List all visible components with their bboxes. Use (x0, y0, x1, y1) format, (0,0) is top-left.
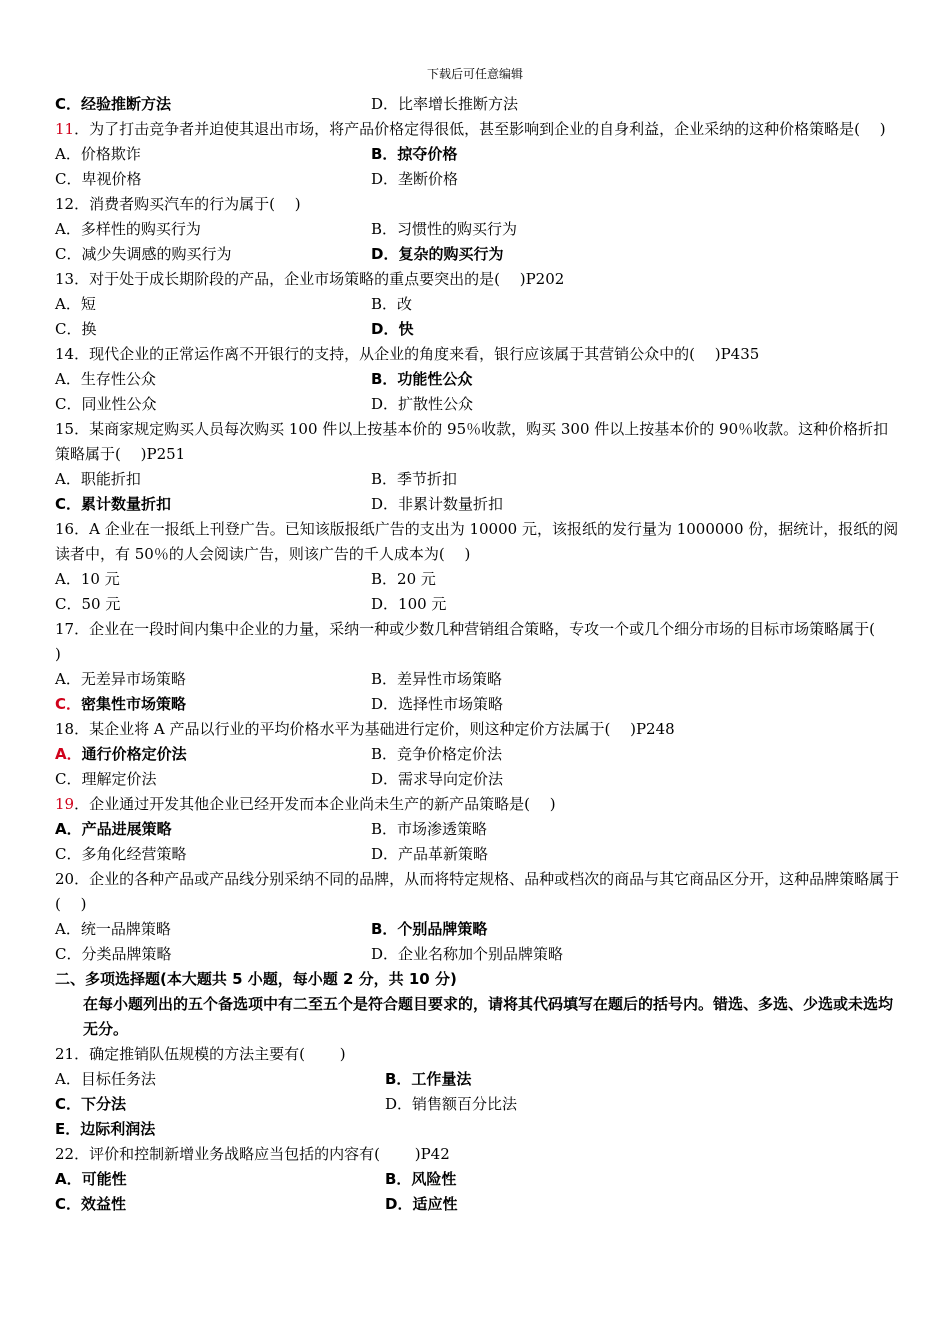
question-text: ．现代企业的正常运作离不开银行的支持，从企业的角度来看，银行应该属于其营销公众中的( )P435 (74, 345, 760, 363)
question-stem (55, 792, 900, 817)
question-stem (55, 617, 900, 667)
question-stem (55, 342, 900, 367)
option-b: B．差异性市场策略 (371, 670, 503, 688)
option-row (55, 1192, 900, 1217)
option-a: A．通行价格定价法 (55, 745, 187, 763)
option-row (55, 167, 900, 192)
question-stem (55, 267, 900, 292)
option-b: D．需求导向定价法 (371, 770, 504, 788)
option-row (55, 92, 900, 117)
option-a: C．多角化经营策略 (55, 845, 187, 863)
option-a: C．下分法 (55, 1095, 127, 1113)
option-row (55, 367, 900, 392)
question-number: 20 (55, 870, 75, 888)
question-number: 14 (55, 345, 75, 363)
option-b: D．快 (371, 320, 414, 338)
option-b: B．掠夺价格 (371, 145, 458, 163)
section-title: 二、多项选择题(本大题共 5 小题，每小题 2 分，共 10 分) (55, 970, 457, 988)
option-a: C．效益性 (55, 1195, 127, 1213)
option-b: D．扩散性公众 (371, 395, 474, 413)
question-stem (55, 867, 900, 917)
option-row (55, 767, 900, 792)
option-a: A．短 (55, 295, 96, 313)
option-b: B．风险性 (385, 1170, 457, 1188)
option-a: A．生存性公众 (55, 370, 156, 388)
option-row (55, 242, 900, 267)
option-row (55, 1117, 900, 1142)
question-text: ．某企业将 A 产品以行业的平均价格水平为基础进行定价，则这种定价方法属于( )P248 (74, 720, 675, 738)
option-row (55, 292, 900, 317)
question-text: ．A 企业在一报纸上刊登广告。已知该版报纸广告的支出为 10000 元，该报纸的发行量为 1000000 份，据统计，报纸的阅读者中，有 50％的人会阅读广告，则该广告的千人成本为( ) (55, 520, 899, 563)
option-row (55, 592, 900, 617)
option-a: A．产品进展策略 (55, 820, 172, 838)
question-number: 15 (55, 420, 75, 438)
question-text: ．企业在一段时间内集中企业的力量，采纳一种或少数几种营销组合策略，专攻一个或几个细分市场的目标市场策略属于( ) (55, 620, 895, 663)
option-b: B．改 (371, 295, 413, 313)
option-a: A．价格欺诈 (55, 145, 141, 163)
question-stem (55, 517, 900, 567)
option-row (55, 492, 900, 517)
option-a: C．理解定价法 (55, 770, 157, 788)
question-text: ．某商家规定购买人员每次购买 100 件以上按基本价的 95％收款，购买 300 件以上按基本价的 90％收款。这种价格折扣策略属于( )P251 (55, 420, 889, 463)
option-b: B．工作量法 (385, 1070, 472, 1088)
option-a: C．经验推断方法 (55, 95, 172, 113)
option-row (55, 742, 900, 767)
question-text: ．对于处于成长期阶段的产品，企业市场策略的重点要突出的是( )P202 (74, 270, 565, 288)
question-stem (55, 117, 900, 142)
option-a: E．边际利润法 (55, 1120, 156, 1138)
question-text: ．企业通过开发其他企业已经开发而本企业尚未生产的新产品策略是( ) (74, 795, 556, 813)
option-row (55, 567, 900, 592)
option-a: A．统一品牌策略 (55, 920, 171, 938)
option-letter: A． (55, 745, 82, 763)
option-row (55, 142, 900, 167)
option-a: C．累计数量折扣 (55, 495, 172, 513)
option-row (55, 392, 900, 417)
question-number: 16 (55, 520, 75, 538)
option-b: D．垄断价格 (371, 170, 459, 188)
page-header: 下载后可任意编辑 (426, 67, 523, 81)
option-row (55, 817, 900, 842)
option-b: D．适应性 (385, 1195, 458, 1213)
option-b: D．销售额百分比法 (385, 1095, 518, 1113)
option-b: B．季节折扣 (371, 470, 458, 488)
question-text: ．评价和控制新增业务战略应当包括的内容有( )P42 (74, 1145, 450, 1163)
option-a: C．同业性公众 (55, 395, 157, 413)
option-b: D．非累计数量折扣 (371, 495, 504, 513)
question-list (55, 92, 900, 1217)
question-text: ．企业的各种产品或产品线分别采纳不同的品牌，从而将特定规格、品种或档次的商品与其它商品区分开，这种品牌策略属于( ) (55, 870, 900, 913)
question-number: 12 (55, 195, 75, 213)
question-number: 18 (55, 720, 75, 738)
question-number: 19 (55, 795, 75, 813)
option-row (55, 942, 900, 967)
option-b: B．功能性公众 (371, 370, 473, 388)
option-b: D．比率增长推断方法 (371, 95, 519, 113)
option-row (55, 667, 900, 692)
option-a: A．10 元 (55, 570, 120, 588)
option-row (55, 467, 900, 492)
option-a: A．多样性的购买行为 (55, 220, 201, 238)
option-b: B．习惯性的购买行为 (371, 220, 518, 238)
option-a: A．无差异市场策略 (55, 670, 186, 688)
option-b: B．竞争价格定价法 (371, 745, 503, 763)
option-a: A．目标任务法 (55, 1070, 156, 1088)
question-number: 21 (55, 1045, 75, 1063)
option-b: D．企业名称加个别品牌策略 (371, 945, 564, 963)
question-stem (55, 1142, 900, 1167)
question-text: ．消费者购买汽车的行为属于( ) (74, 195, 301, 213)
option-b: D．选择性市场策略 (371, 695, 504, 713)
section-instructions: 在每小题列出的五个备选项中有二至五个是符合题目要求的，请将其代码填写在题后的括号内。错选、多选、少选或未选均无分。 (83, 995, 894, 1038)
option-a: C．密集性市场策略 (55, 695, 187, 713)
option-row (55, 1167, 900, 1192)
option-a: A．可能性 (55, 1170, 127, 1188)
question-stem (55, 192, 900, 217)
option-row (55, 317, 900, 342)
option-a: C．50 元 (55, 595, 121, 613)
question-number: 11 (55, 120, 75, 138)
option-letter: C． (55, 695, 82, 713)
option-a: A．职能折扣 (55, 470, 141, 488)
option-b: B．20 元 (371, 570, 436, 588)
option-row (55, 1092, 900, 1117)
option-row (55, 842, 900, 867)
question-text: ．为了打击竞争者并迫使其退出市场，将产品价格定得很低，甚至影响到企业的自身利益，企业采纳的这种价格策略是( ) (74, 120, 886, 138)
option-b: D．100 元 (371, 595, 447, 613)
question-stem (55, 1042, 900, 1067)
option-b: B．个别品牌策略 (371, 920, 488, 938)
option-a: C．换 (55, 320, 97, 338)
question-number: 13 (55, 270, 75, 288)
option-row (55, 1067, 900, 1092)
question-text: ．确定推销队伍规模的方法主要有( ) (74, 1045, 346, 1063)
question-number: 22 (55, 1145, 75, 1163)
option-b: D．复杂的购买行为 (371, 245, 504, 263)
question-number: 17 (55, 620, 75, 638)
option-a: C．卑视价格 (55, 170, 142, 188)
option-a: C．减少失调感的购买行为 (55, 245, 232, 263)
option-b: D．产品革新策略 (371, 845, 489, 863)
question-stem (55, 417, 900, 467)
question-stem (55, 717, 900, 742)
option-row (55, 217, 900, 242)
option-row (55, 692, 900, 717)
option-b: B．市场渗透策略 (371, 820, 488, 838)
option-row (55, 917, 900, 942)
option-a: C．分类品牌策略 (55, 945, 172, 963)
